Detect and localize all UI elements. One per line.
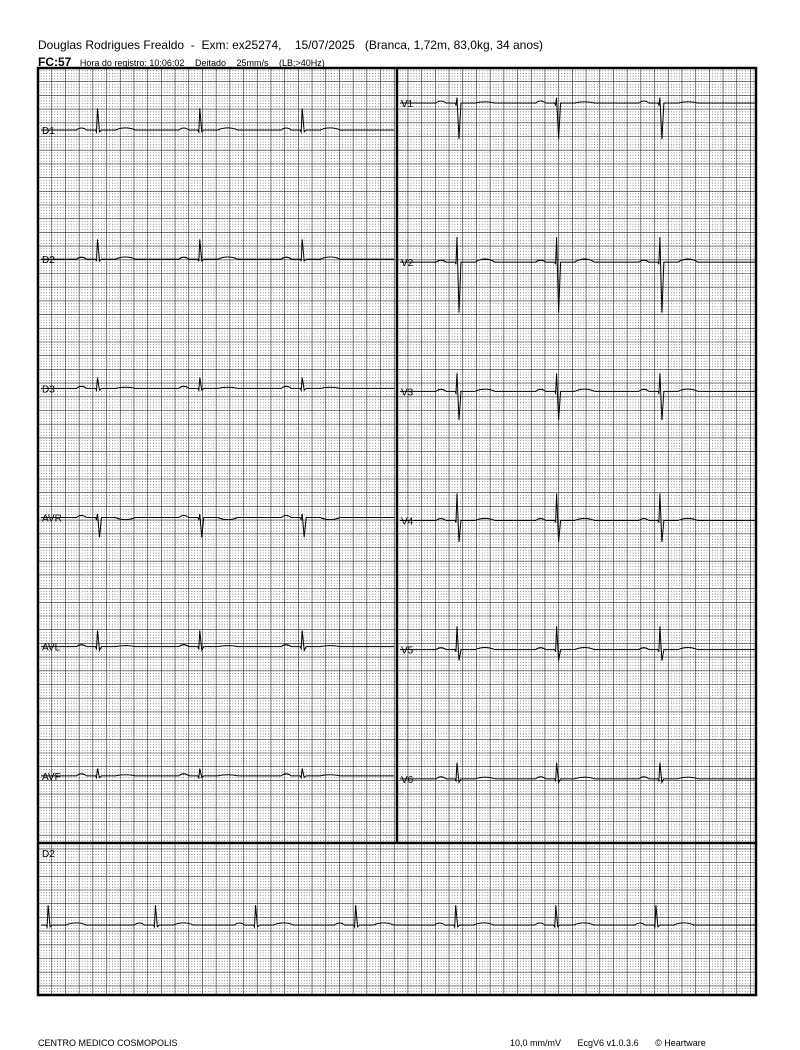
- lead-label: V5: [401, 645, 414, 657]
- lead-label: D1: [42, 126, 55, 137]
- clinic-name: CENTRO MEDICO COSMOPOLIS: [38, 1038, 178, 1048]
- lead-label: V6: [401, 774, 414, 786]
- heart-rate: FC:57: [38, 55, 72, 69]
- patient-position: Deitado: [194, 58, 226, 68]
- lead-d3-2: [41, 378, 394, 396]
- lead-d2-1: [41, 239, 394, 266]
- lead-label: AVL: [42, 642, 61, 654]
- lead-avl-4: [41, 631, 394, 654]
- lead-label: D3: [42, 384, 55, 396]
- lead-trace: [41, 769, 394, 778]
- calibration: 10,0 mm/mV: [510, 1038, 562, 1048]
- lead-trace: [41, 239, 394, 261]
- lead-label: V2: [401, 258, 414, 270]
- patient-header: Douglas Rodrigues Frealdo - Exm: ex25274, 15/07/2025 (Branca, 1,72m, 83,0kg, 34 anos): [38, 38, 544, 52]
- patient-info: (Branca, 1,72m, 83,0kg, 34 anos): [364, 38, 544, 52]
- device-info: [510, 1038, 720, 1048]
- lead-v6-11: [400, 763, 756, 786]
- lead-label: D2: [42, 849, 55, 860]
- lead-label: AVR: [42, 513, 62, 525]
- patient-name: Douglas Rodrigues Frealdo: [38, 38, 185, 52]
- lead-label: AVF: [42, 771, 61, 783]
- lead-label: V3: [401, 387, 414, 399]
- lead-label: D2: [42, 255, 55, 267]
- paper-speed: 25mm/s: [236, 58, 269, 68]
- lead-trace: [41, 378, 394, 391]
- brand: © Heartware: [655, 1038, 706, 1048]
- lead-trace: [41, 905, 756, 927]
- lead-trace: [41, 631, 394, 651]
- exam-date: 15/07/2025: [294, 38, 355, 52]
- software-version: EcgV6 v1.0.3.6: [577, 1038, 639, 1048]
- lead-label: V4: [401, 516, 414, 528]
- filter-setting: (LB;>40Hz): [279, 58, 325, 68]
- lead-d2-12: [41, 849, 756, 927]
- lead-trace: [41, 108, 394, 132]
- lead-label: V1: [401, 99, 414, 110]
- exam-id: Exm: ex25274,: [201, 38, 282, 52]
- record-time: Hora do registro: 10:06:02: [79, 58, 185, 68]
